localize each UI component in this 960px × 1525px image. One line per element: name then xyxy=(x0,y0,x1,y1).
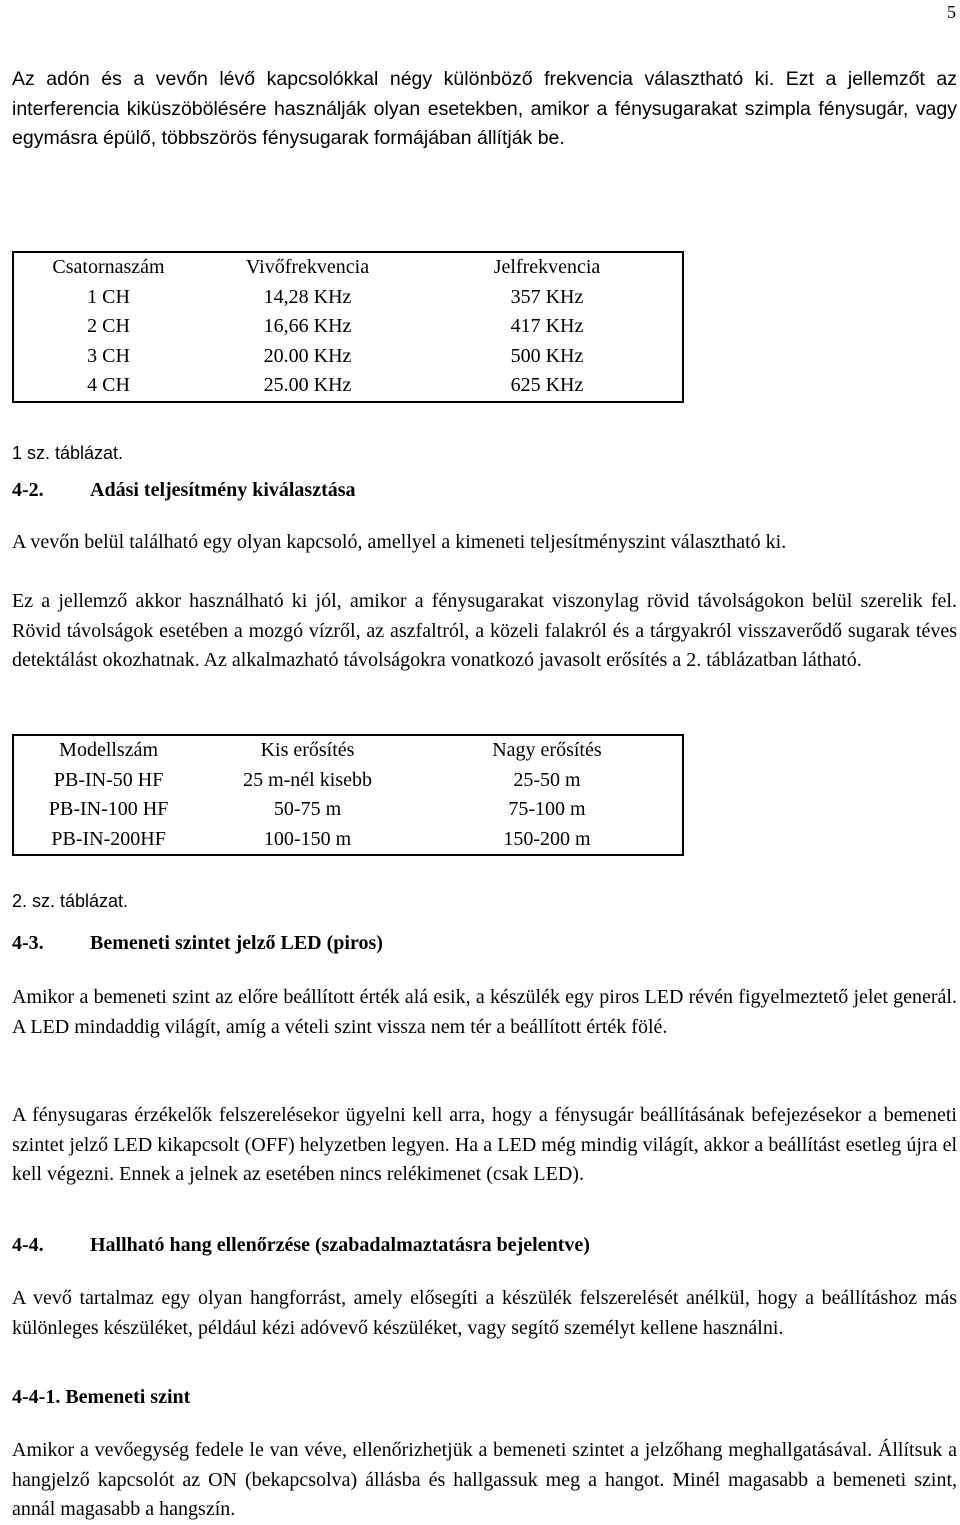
gain-table xyxy=(12,734,684,856)
table-cell: 417 KHz xyxy=(510,315,584,338)
table-cell: 357 KHz xyxy=(510,285,584,308)
section-title: Hallható hang ellenőrzése (szabadalmaztatásra bejelentve) xyxy=(90,1234,590,1256)
section-number: 4-2. xyxy=(12,479,44,501)
paragraph: Ez a jellemző akkor használható ki jól, amikor a fénysugarakat viszonylag rövid távolságokon belül szerelik fel. Rövid távolságok esetében a mozgó vízről, az aszfaltról, a közeli falakról és a tárgyakról visszaverődő sugarak téves detektálást okozhatnak. Az alkalmazható távolságokra vonatkozó javasolt erősítés a 2. táblázatban látható. xyxy=(12,590,957,671)
table-cell: 4 CH xyxy=(87,374,130,397)
table-cell: PB-IN-200HF xyxy=(51,827,166,850)
table-cell: 25.00 KHz xyxy=(263,374,352,397)
section-number: 4-4. xyxy=(12,1234,44,1256)
section-title: Adási teljesítmény kiválasztása xyxy=(90,479,356,501)
table-cell: 20.00 KHz xyxy=(263,344,352,367)
table-header: Nagy erősítés xyxy=(492,739,602,762)
subsection-heading: 4-4-1. Bemeneti szint xyxy=(12,1386,191,1408)
table-cell: 16,66 KHz xyxy=(263,315,352,338)
page-number: 5 xyxy=(947,2,956,22)
table-header-row xyxy=(13,735,683,766)
section-number: 4-3. xyxy=(12,932,44,954)
table-cell: 50-75 m xyxy=(273,798,342,821)
table-cell: 500 KHz xyxy=(510,344,584,367)
table-cell: 75-100 m xyxy=(508,798,586,821)
section-heading xyxy=(12,932,383,955)
table-row xyxy=(13,825,683,856)
frequency-table xyxy=(12,251,684,403)
table-header: Modellszám xyxy=(59,739,159,762)
intro-paragraph: Az adón és a vevőn lévő kapcsolókkal négy különböző frekvencia választható ki. Ezt a jellemzőt az interferencia kiküszöbölésére használják olyan esetekben, amikor a fénysugarakat szimpla fénysugár, vagy egymásra épülő, többszörös fénysugarak formájában állítják be. xyxy=(12,68,957,149)
table-cell: PB-IN-100 HF xyxy=(48,798,169,821)
table-cell: PB-IN-50 HF xyxy=(53,768,164,791)
table-header-row xyxy=(13,252,683,283)
table-cell: 625 KHz xyxy=(510,374,584,397)
paragraph: A fénysugaras érzékelők felszerelésekor ügyelni kell arra, hogy a fénysugár beállításának befejezésekor a bemeneti szintet jelző LED kikapcsolt (OFF) helyzetben legyen. Ha a LED még mindig világít, akkor a beállítást esetleg újra el kell végezni. Ennek a jelnek az esetében nincs relékimenet (csak LED). xyxy=(12,1104,957,1185)
table-cell: 25 m-nél kisebb xyxy=(243,768,372,791)
table-cell: 100-150 m xyxy=(263,827,352,850)
table-row xyxy=(13,795,683,825)
paragraph: A vevő tartalmaz egy olyan hangforrást, amely elősegíti a készülék felszerelését anélkül, hogy a beállításhoz más különleges készüléket, például kézi adóvevő készüléket, vagy segítő személyt kellene használni. xyxy=(12,1287,957,1339)
table-row xyxy=(13,283,683,313)
table-cell: 2 CH xyxy=(87,315,130,338)
table-cell: 25-50 m xyxy=(513,768,581,791)
table-row xyxy=(13,342,683,372)
table-cell: 14,28 KHz xyxy=(263,285,352,308)
table-caption: 2. sz. táblázat. xyxy=(12,891,129,911)
table-cell: 1 CH xyxy=(87,285,130,308)
section-title: Bemeneti szintet jelző LED (piros) xyxy=(90,932,383,954)
paragraph: Amikor a bemeneti szint az előre beállított érték alá esik, a készülék egy piros LED révén figyelmeztető jelet generál. A LED mindaddig világít, amíg a vételi szint vissza nem tér a beállított érték fölé. xyxy=(12,986,957,1038)
section-heading xyxy=(12,1234,590,1257)
table-row xyxy=(13,371,683,402)
table-caption: 1 sz. táblázat. xyxy=(12,443,124,463)
table-header: Vivőfrekvencia xyxy=(245,256,370,279)
table-row xyxy=(13,312,683,342)
table-cell: 3 CH xyxy=(87,344,130,367)
section-heading xyxy=(12,479,356,502)
table-cell: 150-200 m xyxy=(503,827,591,850)
paragraph: A vevőn belül található egy olyan kapcsoló, amellyel a kimeneti teljesítményszint választható ki. xyxy=(12,531,787,553)
table-row xyxy=(13,766,683,796)
table-header: Kis erősítés xyxy=(260,739,355,762)
table-header: Csatornaszám xyxy=(52,256,165,279)
table-header: Jelfrekvencia xyxy=(493,256,601,279)
paragraph: Amikor a vevőegység fedele le van véve, ellenőrizhetjük a bemeneti szintet a jelzőhang meghallgatásával. Állítsuk a hangjelző kapcsolót az ON (bekapcsolva) állásba és hallgassuk meg a hangot. Minél magasabb a bemeneti szint, annál magasabb a hangszín. xyxy=(12,1439,957,1520)
